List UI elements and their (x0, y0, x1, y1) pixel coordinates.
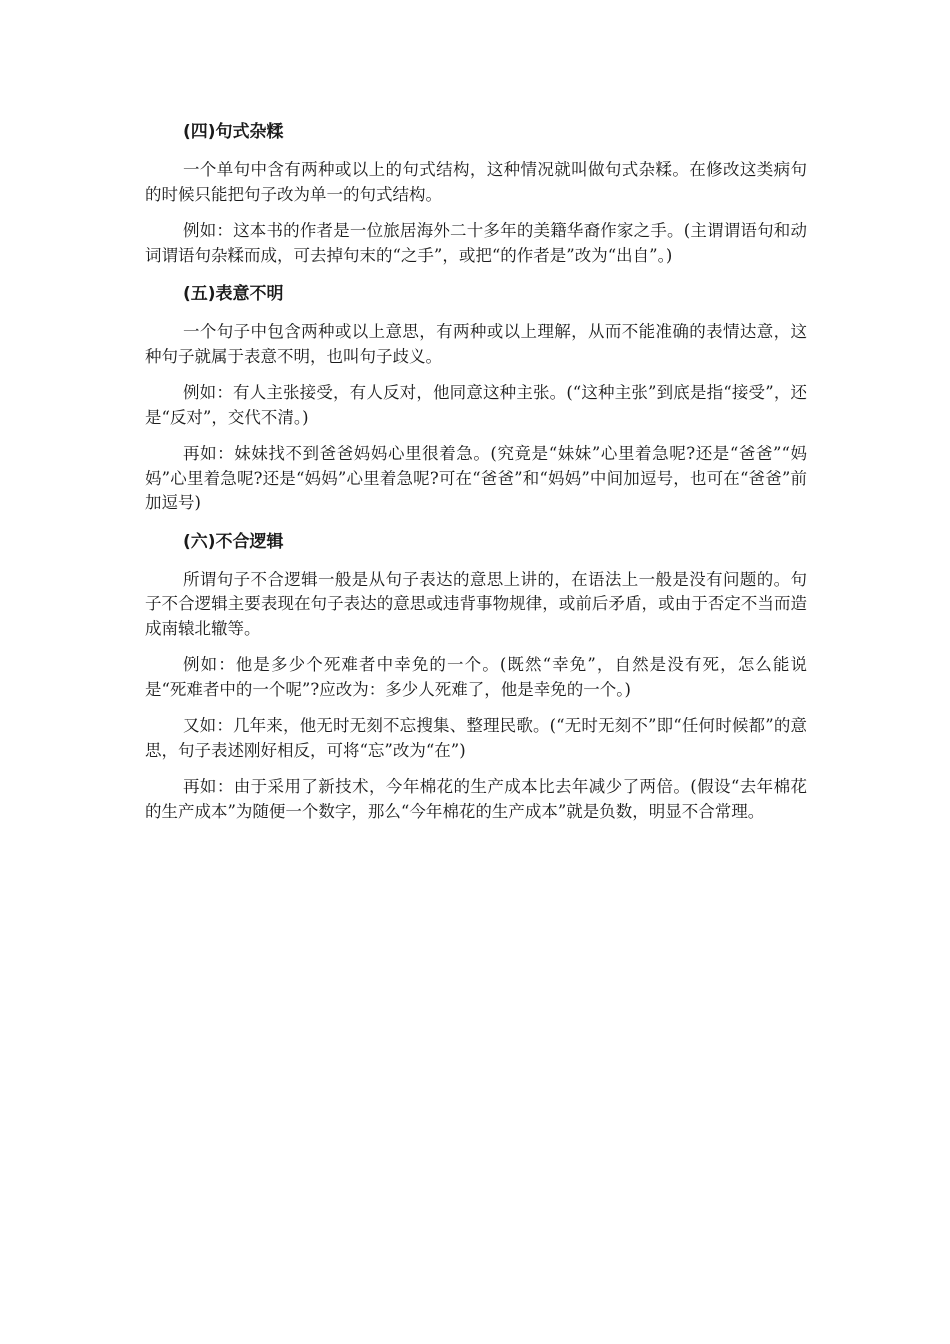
example-paragraph: 再如：妹妹找不到爸爸妈妈心里很着急。(究竟是“妹妹”心里着急呢?还是“爸爸”“妈妈”心里着急呢?还是“妈妈”心里着急呢?可在“爸爸”和“妈妈”中间加逗号，也可在“爸爸”前加逗号) (145, 444, 807, 512)
example-paragraph: 例如：有人主张接受，有人反对，他同意这种主张。(“这种主张”到底是指“接受”，还是“反对”，交代不清。) (145, 383, 807, 427)
paragraph: 所谓句子不合逻辑一般是从句子表达的意思上讲的，在语法上一般是没有问题的。句子不合逻辑主要表现在句子表达的意思或违背事物规律，或前后矛盾，或由于否定不当而造成南辕北辙等。 (145, 569, 807, 638)
section-unclear-meaning (145, 280, 807, 516)
example-paragraph: 又如：几年来，他无时无刻不忘搜集、整理民歌。(“无时无刻不”即“任何时候都”的意思，句子表述刚好相反，可将“忘”改为“在”) (145, 716, 807, 760)
paragraph: 一个单句中含有两种或以上的句式结构，这种情况就叫做句式杂糅。在修改这类病句的时候只能把句子改为单一的句式结构。 (145, 160, 807, 204)
example-paragraph: 再如：由于采用了新技术，今年棉花的生产成本比去年减少了两倍。(假设“去年棉花的生产成本”为随便一个数字，那么“今年棉花的生产成本”就是负数，明显不合常理。 (145, 777, 807, 821)
section-heading: (五)表意不明 (183, 284, 284, 304)
section-heading: (四)句式杂糅 (183, 122, 284, 142)
paragraph: 一个句子中包含两种或以上意思，有两种或以上理解，从而不能准确的表情达意，这种句子就属于表意不明，也叫句子歧义。 (145, 322, 807, 366)
example-paragraph: 例如：这本书的作者是一位旅居海外二十多年的美籍华裔作家之手。(主谓谓语句和动词谓语句杂糅而成，可去掉句末的“之手”，或把“的作者是”改为“出自”。) (145, 221, 807, 265)
section-sentence-mixing (145, 118, 807, 268)
section-illogical (145, 528, 807, 825)
example-paragraph: 例如：他是多少个死难者中幸免的一个。(既然“幸免”，自然是没有死，怎么能说是“死难者中的一个呢”?应改为：多少人死难了，他是幸免的一个。) (145, 655, 807, 699)
document-page (145, 118, 807, 836)
section-heading: (六)不合逻辑 (183, 531, 284, 552)
